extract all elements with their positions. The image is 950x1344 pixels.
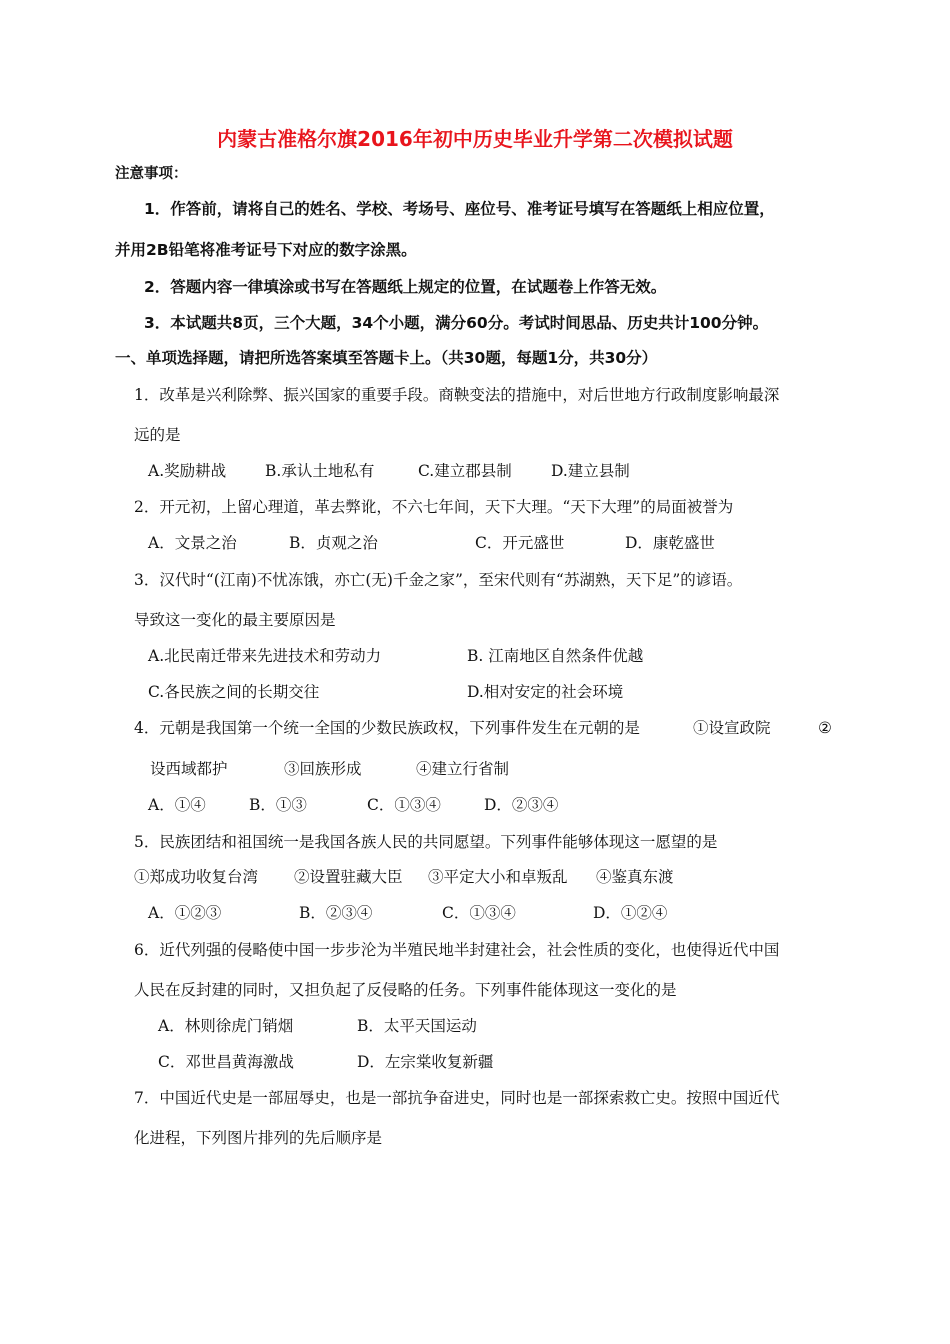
page-title: 内蒙古准格尔旗2016年初中历史毕业升学第二次模拟试题 [217,127,733,151]
q5-option-b: B．②③④ [299,904,373,922]
q5-item-2: ②设置驻藏大臣 [294,868,403,886]
q5-stem-line1: 5．民族团结和祖国统一是我国各族人民的共同愿望。下列事件能够体现这一愿望的是 [134,833,718,851]
q4-option-a: A．①④ [148,796,206,814]
q1-option-b: B.承认土地私有 [265,462,375,480]
q1-stem-line2: 远的是 [134,426,181,444]
q5-item-1: ①郑成功收复台湾 [134,868,259,886]
q7-stem-line2: 化进程，下列图片排列的先后顺序是 [134,1129,383,1147]
q6-stem-line2: 人民在反封建的同时，又担负起了反侵略的任务。下列事件能体现这一变化的是 [134,981,677,999]
notice-item-2: 2．答题内容一律填涂或书写在答题纸上规定的位置，在试题卷上作答无效。 [144,278,667,296]
q5-option-a: A．①②③ [148,904,222,922]
q3-option-a: A.北民南迁带来先进技术和劳动力 [148,647,382,665]
q4-item-3: ③回族形成 [284,760,362,778]
section-heading: 一、单项选择题，请把所选答案填至答题卡上。（共30题，每题1分，共30分） [115,349,658,367]
q2-option-a: A．文景之治 [148,534,237,552]
q3-option-d: D.相对安定的社会环境 [467,683,624,701]
q6-option-d: D．左宗棠收复新疆 [357,1053,494,1071]
q1-option-c: C.建立郡县制 [418,462,512,480]
notice-item-3: 3．本试题共8页，三个大题，34个小题，满分60分。考试时间思品、历史共计100分钟。 [144,314,769,332]
q2-option-b: B．贞观之治 [289,534,378,552]
q3-stem-line2: 导致这一变化的最主要原因是 [134,611,336,629]
notice-item-1: 1．作答前，请将自己的姓名、学校、考场号、座位号、准考证号填写在答题纸上相应位置， [144,200,775,218]
q4-stem-line1: 4．元朝是我国第一个统一全国的少数民族政权，下列事件发生在元朝的是 [134,719,640,737]
q5-option-d: D．①②④ [593,904,668,922]
q4-item-2: 设西域都护 [150,760,228,778]
q6-option-c: C．邓世昌黄海激战 [158,1053,294,1071]
q6-stem-line1: 6．近代列强的侵略使中国一步步沦为半殖民地半封建社会，社会性质的变化，也使得近代中国 [134,941,780,959]
q2-option-d: D．康乾盛世 [625,534,715,552]
q5-item-3: ③平定大小和卓叛乱 [428,868,568,886]
q3-option-c: C.各民族之间的长期交往 [148,683,320,701]
q1-stem-line1: 1．改革是兴利除弊、振兴国家的重要手段。商鞅变法的措施中，对后世地方行政制度影响最深 [134,386,780,404]
q4-item-1: ①设宣政院 [693,719,771,737]
q1-option-d: D.建立县制 [551,462,630,480]
q6-option-b: B．太平天国运动 [357,1017,477,1035]
q2-option-c: C．开元盛世 [475,534,565,552]
q5-option-c: C．①③④ [442,904,516,922]
q1-option-a: A.奖励耕战 [148,462,227,480]
q2-stem-line1: 2．开元初，上留心理道，革去弊讹，不六七年间，天下大理。“天下大理”的局面被誉为 [134,498,734,516]
q5-item-4: ④鉴真东渡 [596,868,674,886]
q4-item-4: ④建立行省制 [416,760,510,778]
q6-option-a: A．林则徐虎门销烟 [158,1017,294,1035]
q7-stem-line1: 7．中国近代史是一部屈辱史，也是一部抗争奋进史，同时也是一部探索救亡史。按照中国近代 [134,1089,780,1107]
q4-option-d: D．②③④ [484,796,559,814]
q4-option-c: C．①③④ [367,796,441,814]
q3-option-b: B. 江南地区自然条件优越 [467,647,644,665]
notice-item-1-cont: 并用2B铅笔将准考证号下对应的数字涂黑。 [115,241,417,259]
notice-heading: 注意事项： [115,166,188,182]
q3-stem-line1: 3．汉代时“(江南)不忧冻饿，亦亡(无)千金之家”，至宋代则有“苏湖熟，天下足”的谚语。 [134,571,743,589]
q4-option-b: B．①③ [249,796,307,814]
q4-item-2-mark: ② [818,719,832,737]
